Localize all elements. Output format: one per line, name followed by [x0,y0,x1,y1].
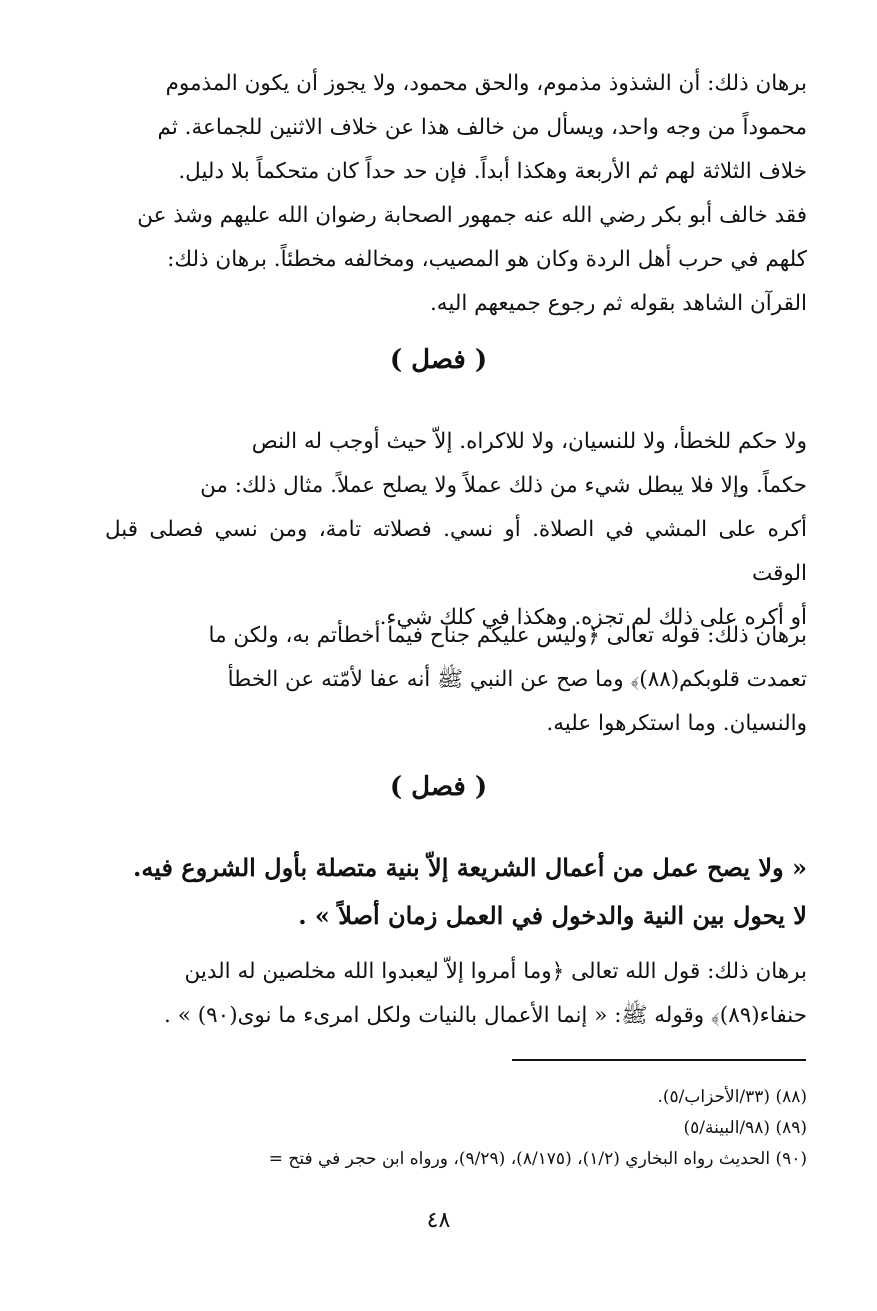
proof-paragraph [105,614,807,746]
footnote: (٨٩) (٩٨/البينة/٥) [683,1118,807,1138]
page-number: ٤٨ [426,1208,451,1233]
text-line: محموداً من وجه واحد، ويسأل من خالف هذا عن خلاف الاثنين للجماعة. ثم [157,115,807,140]
rule-paragraph [105,420,807,640]
text-line: « ولا يصح عمل من أعمال الشريعة إلاّ بنية متصلة بأول الشروع فيه. [132,853,807,882]
text-line: أكره على المشي في الصلاة. أو نسي. فصلاته تامة، ومن نسي فصلى قبل الوقت [105,517,807,586]
bold-rule-paragraph [105,844,807,940]
footnote: (٩٠) الحديث رواه البخاري (١/٢)، (٨/١٧٥)، (٩/٢٩)، ورواه ابن حجر في فتح = [268,1149,807,1169]
section-heading: ( فصل ) [389,345,488,375]
text-line: أو أكره على ذلك لم تجزه. وهكذا في كلك شيء. [379,605,807,630]
footnote-separator [512,1059,806,1061]
text-line: لا يحول بين النية والدخول في العمل زمان أصلاً » . [298,901,807,930]
footnotes [105,1082,807,1175]
text-line: القرآن الشاهد بقوله ثم رجوع جميعهم اليه. [429,291,807,316]
text-line: تعمدت قلوبكم(٨٨)﴾ وما صح عن النبي ﷺ أنه عفا لأمّته عن الخطأ [227,667,807,692]
text-line: خلاف الثلاثة لهم ثم الأربعة وهكذا أبداً. فإن حد حداً كان متحكماً بلا دليل. [178,159,807,184]
text-line: برهان ذلك: أن الشذوذ مذموم، والحق محمود، ولا يجوز أن يكون المذموم [165,71,807,96]
footnote: (٨٨) (٣٣/الأحزاب/٥). [657,1087,807,1107]
text-line: فقد خالف أبو بكر رضي الله عنه جمهور الصحابة رضوان الله عليهم وشذ عن [137,203,807,228]
text-line: ولا حكم للخطأ، ولا للنسيان، ولا للاكراه. إلاّ حيث أوجب له النص [251,429,807,454]
section-heading: ( فصل ) [389,772,488,802]
text-line: كلهم في حرب أهل الردة وكان هو المصيب، ومخالفه مخطئاً. برهان ذلك: [167,247,807,272]
text-line: برهان ذلك: قول الله تعالى ﴿وما أمروا إلاّ ليعبدوا الله مخلصين له الدين [184,959,807,984]
text-line: حكماً. وإلا فلا يبطل شيء من ذلك عملاً ولا يصلح عملاً. مثال ذلك: من [200,473,807,498]
text-line: والنسيان. وما استكرهوا عليه. [546,711,807,736]
text-line: حنفاء(٨٩)﴾ وقوله ﷺ: « إنما الأعمال بالنيات ولكل امرىء ما نوى(٩٠) » . [164,1003,807,1028]
opening-paragraph [105,62,807,326]
proof-paragraph [105,950,807,1038]
text-line: برهان ذلك: قوله تعالى ﴿وليس عليكم جناح فيما أخطأتم به، ولكن ما [208,623,807,648]
